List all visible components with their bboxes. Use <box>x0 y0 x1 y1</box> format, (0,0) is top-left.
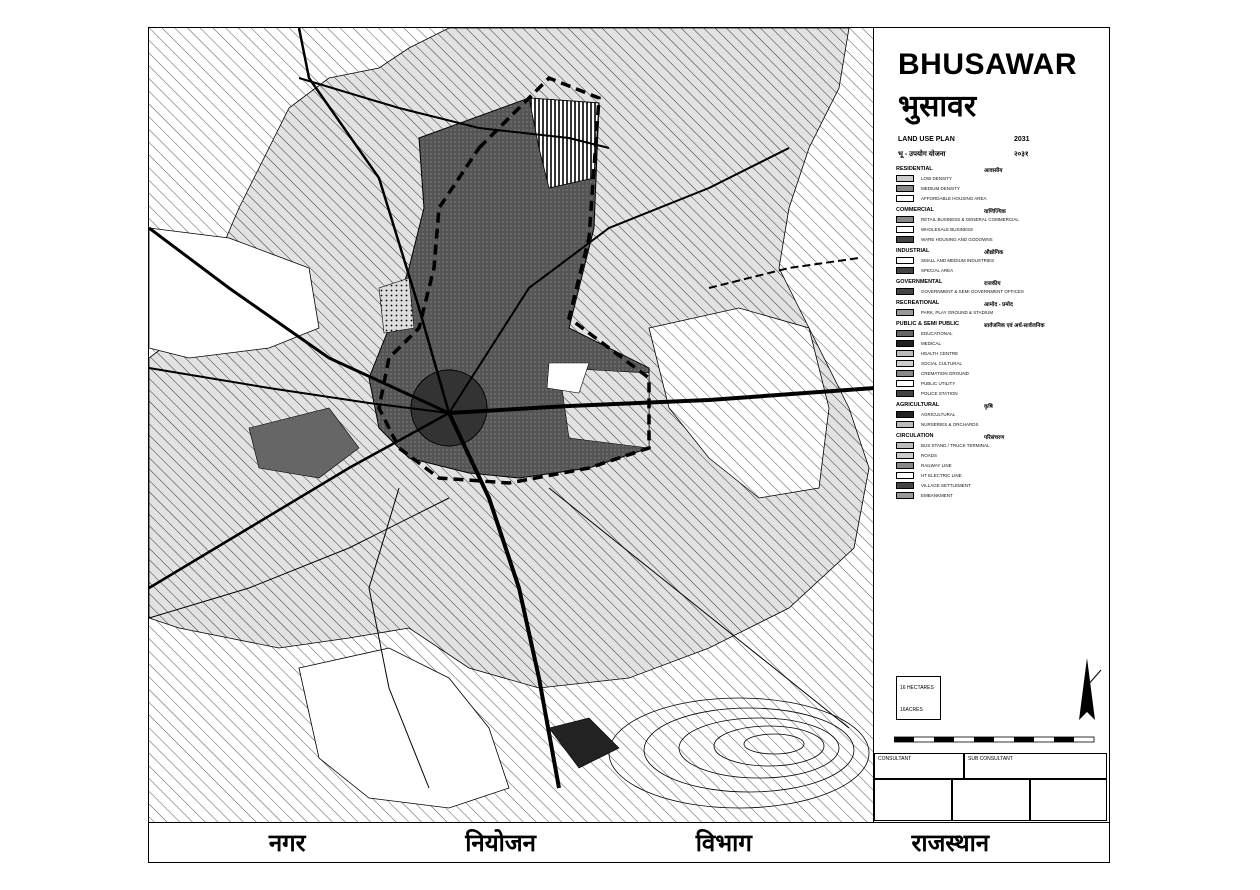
legend-item-label: SPECIAL AREA <box>921 268 954 273</box>
legend-group-heading: AGRICULTURAL <box>896 402 940 408</box>
legend-group-heading-hindi: औद्योगिक <box>984 250 1004 256</box>
footer-word-2: नियोजन <box>465 829 536 857</box>
north-arrow-icon <box>1069 656 1105 724</box>
legend-swatch <box>896 452 914 459</box>
legend-item-label: MEDICAL <box>921 341 942 346</box>
plan-label-hindi: भू - उपयोग योजना <box>898 151 946 158</box>
consultant-label: CONSULTANT <box>878 756 912 762</box>
signature-box-2 <box>952 779 1030 821</box>
legend-item-label: VILLAGE SETTLEMENT <box>921 483 971 488</box>
signature-box-1 <box>874 779 952 821</box>
legend-panel <box>874 28 1109 822</box>
plan-year-hindi: २०३१ <box>1014 151 1029 158</box>
legend-swatch <box>896 330 914 337</box>
plan-label: LAND USE PLAN <box>898 136 955 143</box>
legend-swatch <box>896 267 914 274</box>
legend-swatch <box>896 390 914 397</box>
footer-word-4: राजस्थान <box>911 829 990 857</box>
map-area[interactable] <box>149 28 874 822</box>
map-title-hindi: भुसावर <box>898 89 977 124</box>
legend-swatch <box>896 360 914 367</box>
map-sheet <box>148 27 1110 863</box>
legend-item-label: ROADS <box>921 453 938 458</box>
legend-swatch <box>896 185 914 192</box>
map-title: BHUSAWAR <box>898 48 1078 81</box>
legend-group-heading-hindi: आमोद - प्रमोद <box>984 302 1013 308</box>
legend-item-label: EMBANKMENT <box>921 493 953 498</box>
legend-item-label: MEDIUM DENSITY <box>921 186 961 191</box>
walled-city <box>411 370 487 446</box>
legend-swatch <box>896 288 914 295</box>
legend-swatch <box>896 482 914 489</box>
legend-item-label: RETAIL BUSINESS & GENERAL COMMERCIAL <box>921 217 1019 222</box>
scale-box <box>896 676 941 720</box>
sub-consultant-label: SUB CONSULTANT <box>968 756 1013 762</box>
legend-swatch <box>896 380 914 387</box>
scale-bottom-label: 16ACRES <box>900 707 923 713</box>
legend-swatch <box>896 492 914 499</box>
footer-word-3: विभाग <box>695 829 752 857</box>
legend-swatch <box>896 216 914 223</box>
legend-swatch <box>896 309 914 316</box>
legend-swatch <box>896 257 914 264</box>
legend-group-heading: PUBLIC & SEMI PUBLIC <box>896 321 959 327</box>
legend-item-label: POLICE STATION <box>921 391 958 396</box>
legend-swatch <box>896 350 914 357</box>
legend-swatch <box>896 370 914 377</box>
consultant-box <box>874 753 964 779</box>
legend-group-heading: RESIDENTIAL <box>896 166 933 172</box>
legend-item-label: LOW DENSITY <box>921 176 953 181</box>
legend-item-label: WARE HOUSING AND GODOWNS <box>921 237 993 242</box>
legend-group-heading-hindi: वाणिज्यिक <box>984 209 1006 215</box>
legend-swatch <box>896 236 914 243</box>
legend-swatch <box>896 226 914 233</box>
footer-band <box>149 822 1109 862</box>
legend-swatch <box>896 340 914 347</box>
signature-box-3 <box>1030 779 1107 821</box>
scale-bar <box>894 733 1104 747</box>
legend-item-label: SOCIAL CULTURAL <box>921 361 963 366</box>
legend-item-label: HT ELECTRIC LINE <box>921 473 962 478</box>
legend-item-label: HEALTH CENTRE <box>921 351 959 356</box>
legend-group-heading-hindi: परिसंचरण <box>984 435 1005 441</box>
legend-swatch <box>896 411 914 418</box>
legend-group-heading-hindi: राजकीय <box>984 281 1001 287</box>
legend-swatch <box>896 175 914 182</box>
legend-item-label: SMALL AND MEDIUM INDUSTRIES <box>921 258 995 263</box>
legend-item-label: NURSERIES & ORCHARDS <box>921 422 979 427</box>
legend-swatch <box>896 442 914 449</box>
legend-group-heading-hindi: कृषि <box>984 404 993 410</box>
legend-group-heading: RECREATIONAL <box>896 300 940 306</box>
legend-swatch <box>896 462 914 469</box>
legend-item-label: RAILWAY LINE <box>921 463 952 468</box>
legend-item-label: AGRICULTURAL <box>921 412 956 417</box>
legend-item-label: PARK, PLAY GROUND & STADIUM <box>921 310 994 315</box>
legend-item-label: PUBLIC UTILITY <box>921 381 956 386</box>
legend-item-label: GOVERNMENT & SEMI GOVERNMENT OFFICES <box>921 289 1024 294</box>
plan-year: 2031 <box>1014 136 1030 143</box>
legend-group-heading: INDUSTRIAL <box>896 248 930 254</box>
legend-group-heading: GOVERNMENTAL <box>896 279 943 285</box>
legend-swatch <box>896 195 914 202</box>
legend-item-label: AFFORDABLE HOUSING AREA <box>921 196 987 201</box>
legend-item-label: CREMATION GROUND <box>921 371 969 376</box>
legend-swatch <box>896 421 914 428</box>
sub-consultant-box <box>964 753 1107 779</box>
footer-word-1: नगर <box>268 829 306 857</box>
land-use-map <box>149 28 874 822</box>
legend-item-label: EDUCATIONAL <box>921 331 953 336</box>
legend-group-heading-hindi: आवासीय <box>984 168 1003 174</box>
legend-group-heading-hindi: सार्वजनिक एवं अर्ध-सार्वजनिक <box>984 323 1045 329</box>
scale-top-label: 16 HECTARES <box>900 685 934 691</box>
legend-item-label: BUS STAND / TRUCK TERMINAL <box>921 443 990 448</box>
legend-group-heading: COMMERCIAL <box>896 207 934 213</box>
legend-swatch <box>896 472 914 479</box>
legend-item-label: WHOLESALE BUSINESS <box>921 227 974 232</box>
public-block <box>379 278 414 333</box>
legend-group-heading: CIRCULATION <box>896 433 934 439</box>
